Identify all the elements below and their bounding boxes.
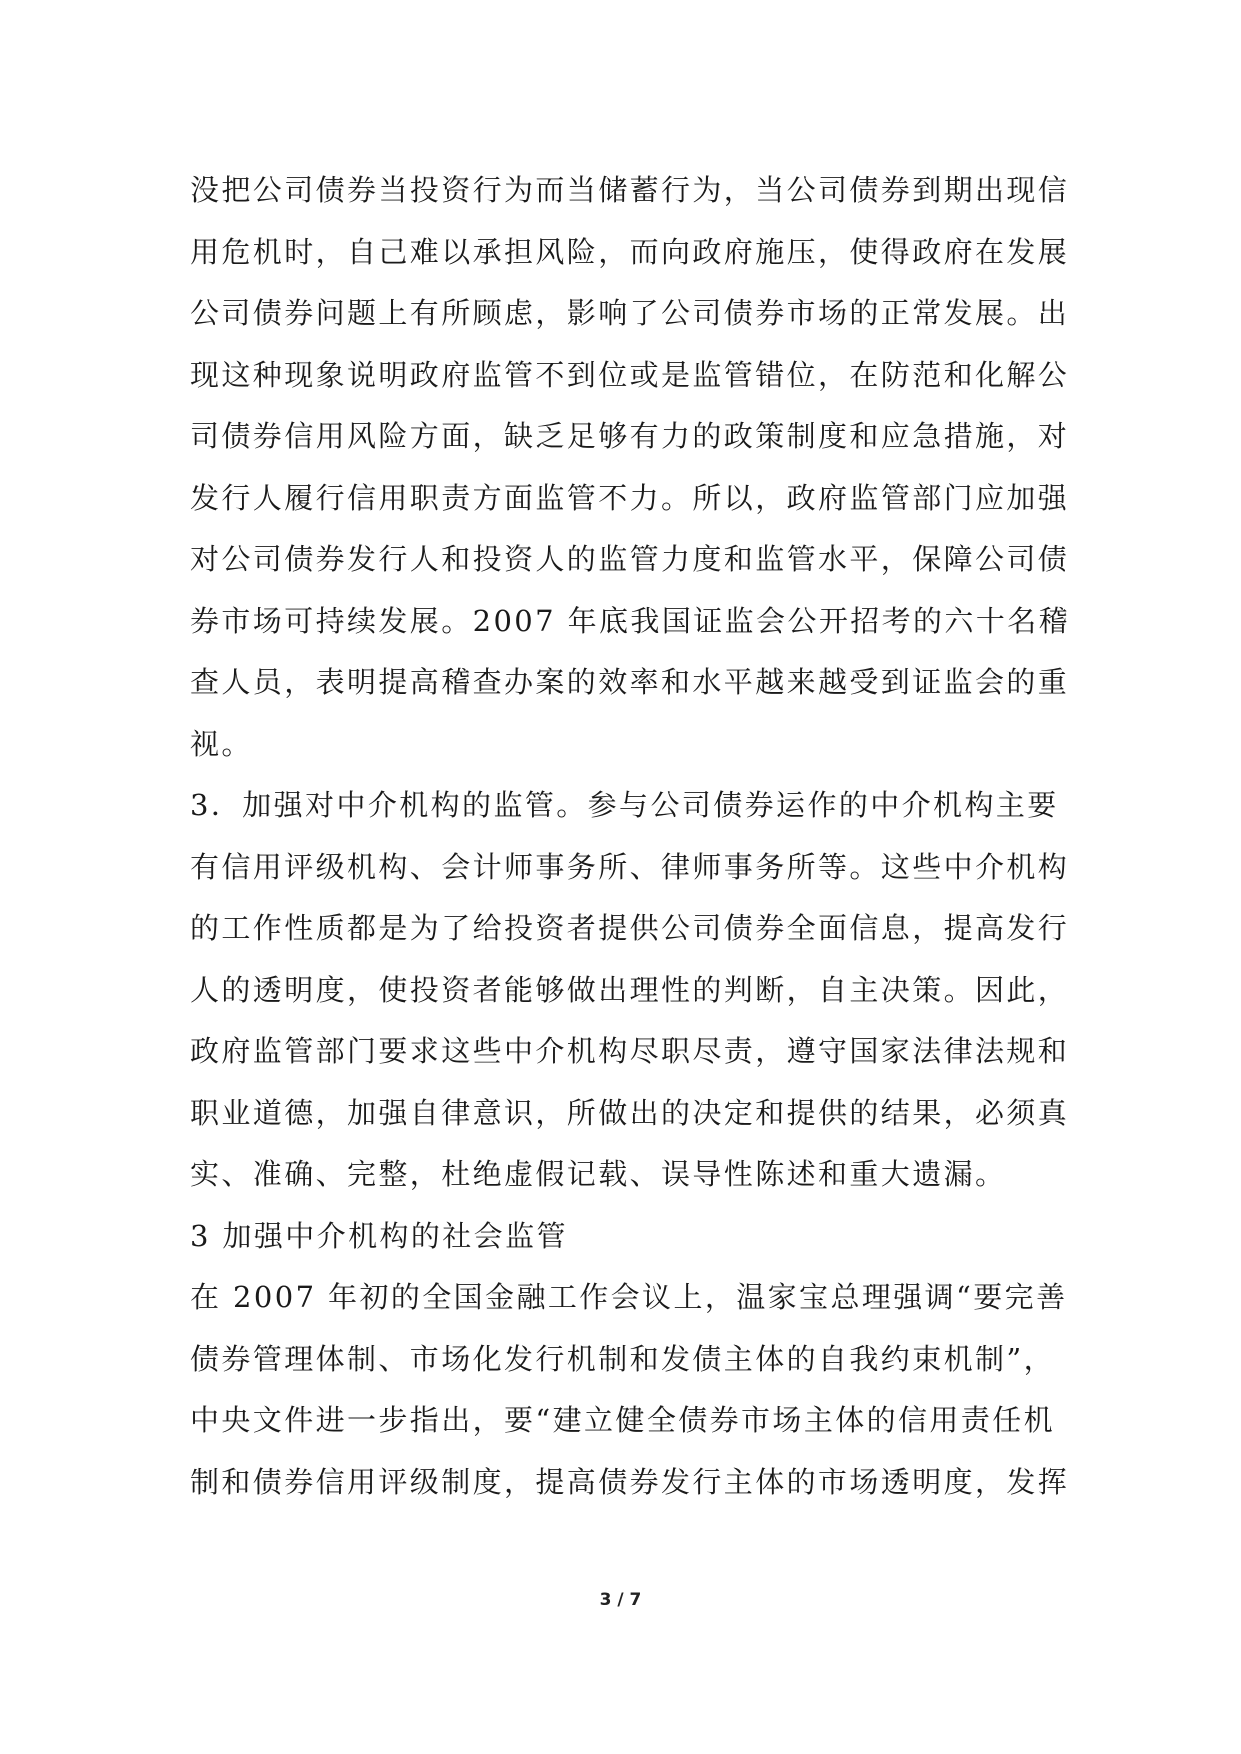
text-line: 现这种现象说明政府监管不到位或是监管错位，在防范和化解公 (190, 357, 1070, 392)
text-line: 中央文件进一步指出，要“建立健全债券市场主体的信用责任机 (190, 1403, 1056, 1437)
text-line: 视。 (190, 726, 253, 761)
text-line: 制和债券信用评级制度，提高债券发行主体的市场透明度，发挥 (190, 1464, 1070, 1499)
text-line: 券市场可持续发展。2007 年底我国证监会公开招考的六十名稽 (190, 603, 1071, 638)
text-line: 实、准确、完整，杜绝虚假记载、误导性陈述和重大遗漏。 (190, 1157, 1007, 1191)
text-line: 3．加强对中介机构的监管。参与公司债券运作的中介机构主要 (190, 788, 1059, 822)
text-line: 在 2007 年初的全国金融工作会议上，温家宝总理强调“要完善 (190, 1280, 1068, 1314)
text-line: 的工作性质都是为了给投资者提供公司债券全面信息，提高发行 (190, 911, 1070, 945)
text-line: 对公司债券发行人和投资人的监管力度和监管水平，保障公司债 (190, 542, 1070, 576)
section-heading: 3 加强中介机构的社会监管 (190, 1218, 568, 1253)
text-line: 债券管理体制、市场化发行机制和发债主体的自我约束机制”， (190, 1341, 1056, 1376)
text-line: 有信用评级机构、会计师事务所、律师事务所等。这些中介机构 (190, 849, 1070, 884)
text-line: 公司债券问题上有所顾虑，影响了公司债券市场的正常发展。出 (190, 296, 1070, 330)
text-line: 发行人履行信用职责方面监管不力。所以，政府监管部门应加强 (190, 480, 1070, 515)
text-line: 司债券信用风险方面，缺乏足够有力的政策制度和应急措施，对 (190, 419, 1070, 453)
text-line: 用危机时，自己难以承担风险，而向政府施压，使得政府在发展 (190, 234, 1070, 269)
text-line: 人的透明度，使投资者能够做出理性的判断，自主决策。因此， (190, 972, 1070, 1007)
page-number: 3 / 7 (599, 1590, 642, 1610)
body-text (190, 160, 1090, 1513)
text-line: 职业道德，加强自律意识，所做出的决定和提供的结果，必须真 (190, 1095, 1070, 1130)
text-line: 查人员，表明提高稽查办案的效率和水平越来越受到证监会的重 (190, 665, 1070, 699)
text-line: 政府监管部门要求这些中介机构尽职尽责，遵守国家法律法规和 (190, 1034, 1070, 1068)
text-line: 没把公司债券当投资行为而当储蓄行为，当公司债券到期出现信 (190, 173, 1070, 207)
